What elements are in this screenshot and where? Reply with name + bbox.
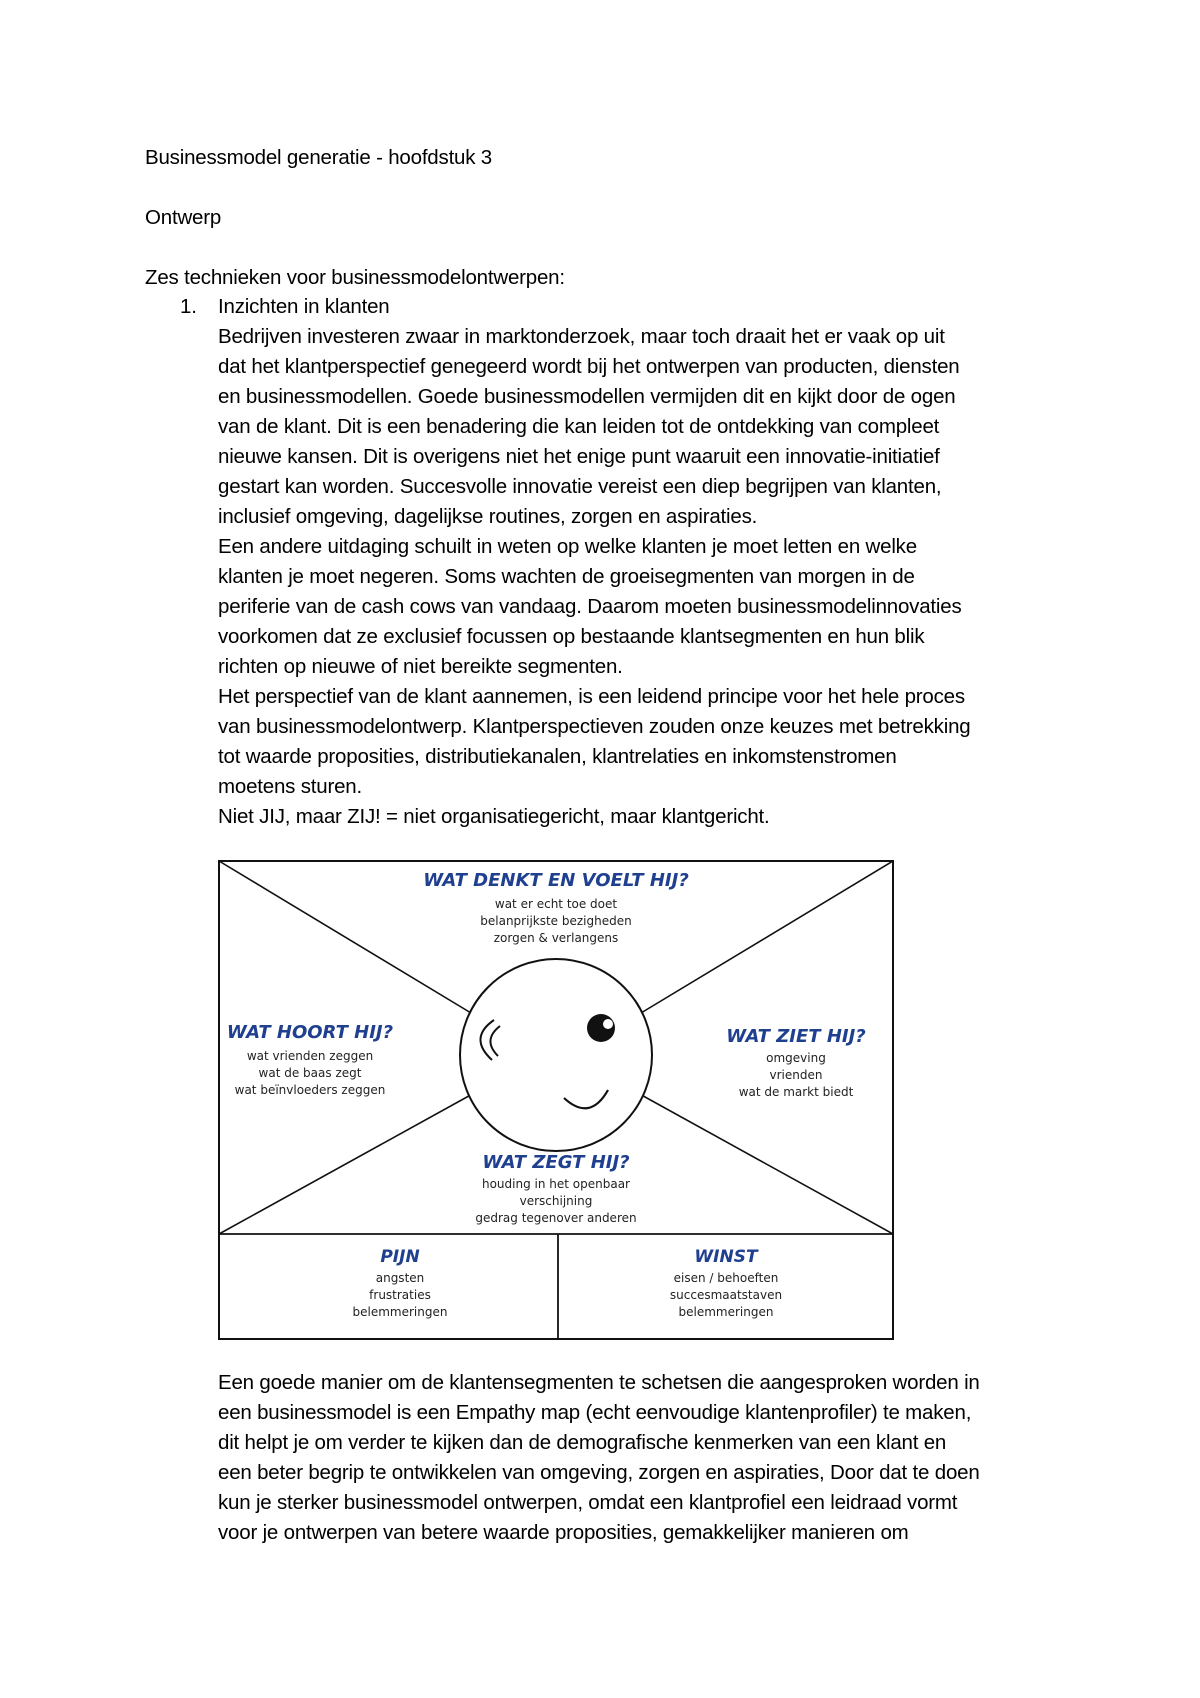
text-line: kun je sterker businessmodel ontwerpen, omdat een klantprofiel een leidraad vormt bbox=[218, 1491, 958, 1514]
text-line: moetens sturen. bbox=[218, 775, 362, 798]
gain-line: succesmaatstaven bbox=[669, 1288, 783, 1302]
text-line: van businessmodelontwerp. Klantperspectieven zouden onze keuzes met betrekking bbox=[218, 715, 971, 738]
text-line: Een andere uitdaging schuilt in weten op welke klanten je moet letten en welke bbox=[218, 535, 917, 558]
text-line: Niet JIJ, maar ZIJ! = niet organisatiegericht, maar klantgericht. bbox=[218, 805, 770, 828]
top-line: wat er echt toe doet bbox=[494, 897, 618, 911]
text-line: Het perspectief van de klant aannemen, is een leidend principe voor het hele proces bbox=[218, 685, 965, 708]
bottom-heading: WAT ZEGT HIJ? bbox=[482, 1152, 630, 1173]
text-line: dit helpt je om verder te kijken dan de demografische kenmerken van een klant en bbox=[218, 1431, 947, 1454]
top-line: belanprijkste bezigheden bbox=[480, 914, 632, 928]
left-heading: WAT HOORT HIJ? bbox=[226, 1022, 394, 1043]
text-line: van de klant. Dit is een benadering die kan leiden tot de ontdekking van compleet bbox=[218, 415, 940, 438]
eye-highlight bbox=[603, 1019, 613, 1029]
right-line: omgeving bbox=[766, 1051, 826, 1065]
text-line: richten op nieuwe of niet bereikte segmenten. bbox=[218, 655, 623, 678]
text-line: periferie van de cash cows van vandaag. Daarom moeten businessmodelinnovaties bbox=[218, 595, 962, 618]
empathy-map-drawing bbox=[218, 860, 894, 1340]
pain-line: belemmeringen bbox=[352, 1305, 448, 1319]
list-number: 1. bbox=[180, 295, 197, 318]
gain-heading: WINST bbox=[694, 1247, 758, 1267]
text-line: Bedrijven investeren zwaar in marktonderzoek, maar toch draait het er vaak op uit bbox=[218, 325, 945, 348]
text-line: tot waarde proposities, distributiekanalen, klantrelaties en inkomstenstromen bbox=[218, 745, 897, 768]
right-line: wat de markt biedt bbox=[738, 1085, 854, 1099]
text-line: nieuwe kansen. Dit is overigens niet het enige punt waaruit een innovatie-initiatief bbox=[218, 445, 940, 468]
gain-line: eisen / behoeften bbox=[673, 1271, 779, 1285]
head-circle bbox=[460, 959, 652, 1151]
left-line: wat de baas zegt bbox=[258, 1066, 362, 1080]
text-line: en businessmodellen. Goede businessmodellen vermijden dit en kijkt door de ogen bbox=[218, 385, 956, 408]
bottom-line: gedrag tegenover anderen bbox=[475, 1211, 637, 1225]
right-line: vrienden bbox=[769, 1068, 823, 1082]
document-title: Businessmodel generatie - hoofdstuk 3 bbox=[145, 146, 493, 169]
empathy-map-figure bbox=[218, 860, 894, 1340]
top-heading: WAT DENKT EN VOELT HIJ? bbox=[423, 870, 689, 891]
text-line: voorkomen dat ze exclusief focussen op bestaande klantsegmenten en hun blik bbox=[218, 625, 925, 648]
list-item-title: Inzichten in klanten bbox=[218, 295, 390, 318]
pain-line: angsten bbox=[375, 1271, 425, 1285]
text-line: voor je ontwerpen van betere waarde proposities, gemakkelijker manieren om bbox=[218, 1521, 909, 1544]
diagonal-line bbox=[219, 1092, 476, 1234]
left-line: wat vrienden zeggen bbox=[246, 1049, 374, 1063]
pain-line: frustraties bbox=[369, 1288, 431, 1302]
text-line: klanten je moet negeren. Soms wachten de groeisegmenten van morgen in de bbox=[218, 565, 915, 588]
text-line: Een goede manier om de klantensegmenten te schetsen die aangesproken worden in bbox=[218, 1371, 980, 1394]
bottom-line: verschijning bbox=[519, 1194, 593, 1208]
left-line: wat beïnvloeders zeggen bbox=[234, 1083, 386, 1097]
text-line: inclusief omgeving, dagelijkse routines, zorgen en aspiraties. bbox=[218, 505, 758, 528]
top-line: zorgen & verlangens bbox=[493, 931, 619, 945]
right-heading: WAT ZIET HIJ? bbox=[726, 1026, 866, 1047]
section-heading: Ontwerp bbox=[145, 206, 222, 229]
bottom-line: houding in het openbaar bbox=[481, 1177, 631, 1191]
intro-text: Zes technieken voor businessmodelontwerpen: bbox=[145, 266, 565, 289]
text-line: gestart kan worden. Succesvolle innovatie vereist een diep begrijpen van klanten, bbox=[218, 475, 942, 498]
pain-heading: PIJN bbox=[380, 1247, 420, 1267]
gain-line: belemmeringen bbox=[678, 1305, 774, 1319]
text-line: een beter begrip te ontwikkelen van omgeving, zorgen en aspiraties, Door dat te doen bbox=[218, 1461, 980, 1484]
text-line: dat het klantperspectief genegeerd wordt bij het ontwerpen van producten, diensten bbox=[218, 355, 960, 378]
text-line: een businessmodel is een Empathy map (echt eenvoudige klantenprofiler) te maken, bbox=[218, 1401, 972, 1424]
diagonal-line bbox=[636, 1092, 893, 1234]
